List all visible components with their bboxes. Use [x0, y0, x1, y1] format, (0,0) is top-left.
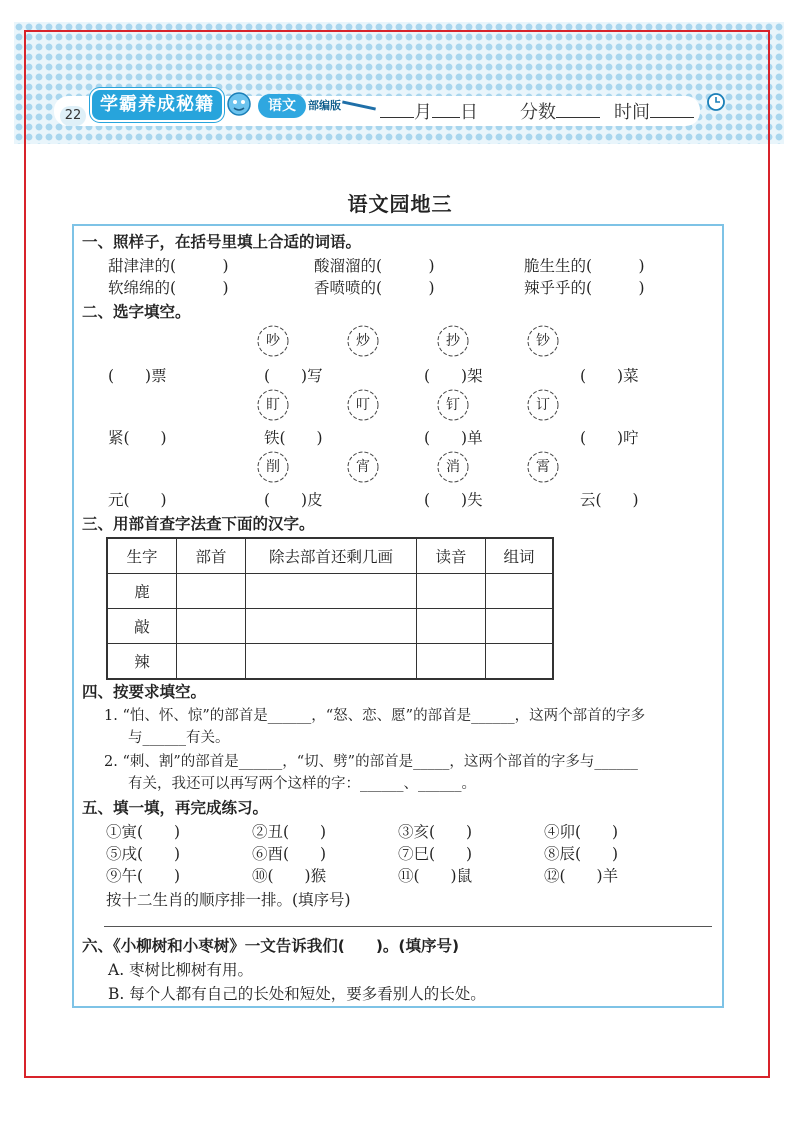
s2-blank[interactable]: ( )架 — [424, 367, 483, 385]
column-header: 组词 — [486, 538, 554, 574]
char-badge: 削 — [256, 450, 290, 484]
row-char: 鹿 — [107, 574, 177, 609]
s2-blank[interactable]: ( )菜 — [580, 367, 639, 385]
s2-blank[interactable]: 铁( ) — [264, 429, 323, 447]
zodiac-item[interactable]: ⑫( )羊 — [544, 867, 619, 885]
section-5-heading: 五、填一填，再完成练习。 — [82, 799, 269, 817]
table-row — [107, 644, 553, 680]
zodiac-item[interactable]: ④卯( ) — [544, 823, 619, 841]
char-badge: 消 — [436, 450, 470, 484]
page-number: 22 — [60, 106, 86, 126]
char-badge: 抄 — [436, 324, 470, 358]
zodiac-item[interactable]: ②丑( ) — [252, 823, 327, 841]
answer-cell[interactable] — [417, 574, 486, 609]
answer-cell[interactable] — [486, 644, 554, 680]
answer-cell[interactable] — [417, 609, 486, 644]
section-4-heading: 四、按要求填空。 — [82, 683, 207, 701]
table-row — [107, 574, 553, 609]
s1-item[interactable]: 软绵绵的( ) — [108, 279, 229, 297]
s4-q2-line2[interactable]: 有关，我还可以再写两个这样的字：______、______。 — [128, 776, 476, 792]
s1-item[interactable]: 香喷喷的( ) — [314, 279, 435, 297]
char-badge: 盯 — [256, 388, 290, 422]
table-row — [107, 609, 553, 644]
s1-item[interactable]: 辣乎乎的( ) — [524, 279, 645, 297]
char-badge: 钉 — [436, 388, 470, 422]
s2-blank[interactable]: ( )失 — [424, 491, 483, 509]
month-blank[interactable] — [380, 103, 414, 118]
zodiac-item[interactable]: ⑨午( ) — [106, 867, 181, 885]
logo: 学霸养成秘籍 — [92, 90, 222, 120]
char-badge: 炒 — [346, 324, 380, 358]
s2-blank[interactable]: ( )咛 — [580, 429, 639, 447]
time-blank[interactable] — [650, 103, 694, 118]
s5-instruction: 按十二生肖的顺序排一排。(填序号) — [106, 891, 351, 909]
s2-blank[interactable]: 紧( ) — [108, 429, 167, 447]
date-fields — [380, 98, 478, 124]
answer-cell[interactable] — [486, 609, 554, 644]
zodiac-item[interactable]: ⑧辰( ) — [544, 845, 619, 863]
char-badge: 霄 — [526, 450, 560, 484]
mascot-icon — [224, 90, 254, 120]
s1-item[interactable]: 酸溜溜的( ) — [314, 257, 435, 275]
zodiac-item[interactable]: ⑩( )猴 — [252, 867, 327, 885]
s4-q1-line1[interactable]: 1. “怕、怀、惊”的部首是______，“怒、恋、愿”的部首是______，这两个部首的字多 — [104, 708, 646, 724]
time-field — [614, 98, 694, 124]
s1-item[interactable]: 脆生生的( ) — [524, 257, 645, 275]
section-6-heading: 六、《小柳树和小枣树》一文告诉我们( )。(填序号) — [82, 937, 460, 955]
s1-item[interactable]: 甜津津的( ) — [108, 257, 229, 275]
day-label: 日 — [460, 102, 478, 123]
zodiac-item[interactable]: ①寅( ) — [106, 823, 181, 841]
zodiac-item[interactable]: ⑥酉( ) — [252, 845, 327, 863]
answer-cell[interactable] — [177, 644, 246, 680]
day-blank[interactable] — [432, 103, 460, 118]
month-label: 月 — [414, 102, 432, 123]
char-badge: 钞 — [526, 324, 560, 358]
clock-icon — [706, 92, 726, 112]
answer-cell[interactable] — [246, 644, 417, 680]
zodiac-item[interactable]: ⑪( )鼠 — [398, 867, 473, 885]
section-3-heading: 三、用部首查字法查下面的汉字。 — [82, 515, 315, 533]
edition-label: 部编版 — [308, 99, 341, 112]
section-1-heading: 一、照样子，在括号里填上合适的词语。 — [82, 233, 362, 251]
column-header: 部首 — [177, 538, 246, 574]
s4-q1-line2[interactable]: 与______有关。 — [128, 730, 230, 746]
s2-blank[interactable]: ( )写 — [264, 367, 323, 385]
char-badge: 吵 — [256, 324, 290, 358]
section-2-heading: 二、选字填空。 — [82, 303, 191, 321]
column-header: 生字 — [107, 538, 177, 574]
time-label: 时间 — [614, 102, 650, 123]
option-a[interactable]: A. 枣树比柳树有用。 — [108, 961, 254, 979]
column-header: 除去部首还剩几画 — [246, 538, 417, 574]
answer-cell[interactable] — [246, 609, 417, 644]
subject-badge: 语文 — [258, 94, 306, 118]
table-header-row — [107, 538, 553, 574]
s2-blank[interactable]: ( )票 — [108, 367, 167, 385]
char-badge: 宵 — [346, 450, 380, 484]
answer-cell[interactable] — [417, 644, 486, 680]
row-char: 敲 — [107, 609, 177, 644]
zodiac-item[interactable]: ③亥( ) — [398, 823, 473, 841]
column-header: 读音 — [417, 538, 486, 574]
s2-blank[interactable]: ( )单 — [424, 429, 483, 447]
page-title: 语文园地三 — [347, 192, 453, 216]
answer-cell[interactable] — [177, 574, 246, 609]
zodiac-item[interactable]: ⑤戌( ) — [106, 845, 181, 863]
zodiac-item[interactable]: ⑦巳( ) — [398, 845, 473, 863]
answer-line[interactable] — [104, 926, 712, 927]
radical-lookup-table — [106, 537, 554, 680]
answer-cell[interactable] — [246, 574, 417, 609]
s2-blank[interactable]: 云( ) — [580, 491, 639, 509]
s2-blank[interactable]: ( )皮 — [264, 491, 323, 509]
score-label: 分数 — [520, 102, 556, 123]
score-blank[interactable] — [556, 103, 600, 118]
char-badge: 叮 — [346, 388, 380, 422]
option-b[interactable]: B. 每个人都有自己的长处和短处，要多看别人的长处。 — [108, 985, 486, 1003]
answer-cell[interactable] — [486, 574, 554, 609]
answer-cell[interactable] — [177, 609, 246, 644]
char-badge: 订 — [526, 388, 560, 422]
s2-blank[interactable]: 元( ) — [108, 491, 167, 509]
s4-q2-line1[interactable]: 2. “刺、割”的部首是______，“切、劈”的部首是_____，这两个部首的字多与______ — [104, 754, 638, 770]
score-field — [520, 98, 600, 124]
row-char: 辣 — [107, 644, 177, 680]
